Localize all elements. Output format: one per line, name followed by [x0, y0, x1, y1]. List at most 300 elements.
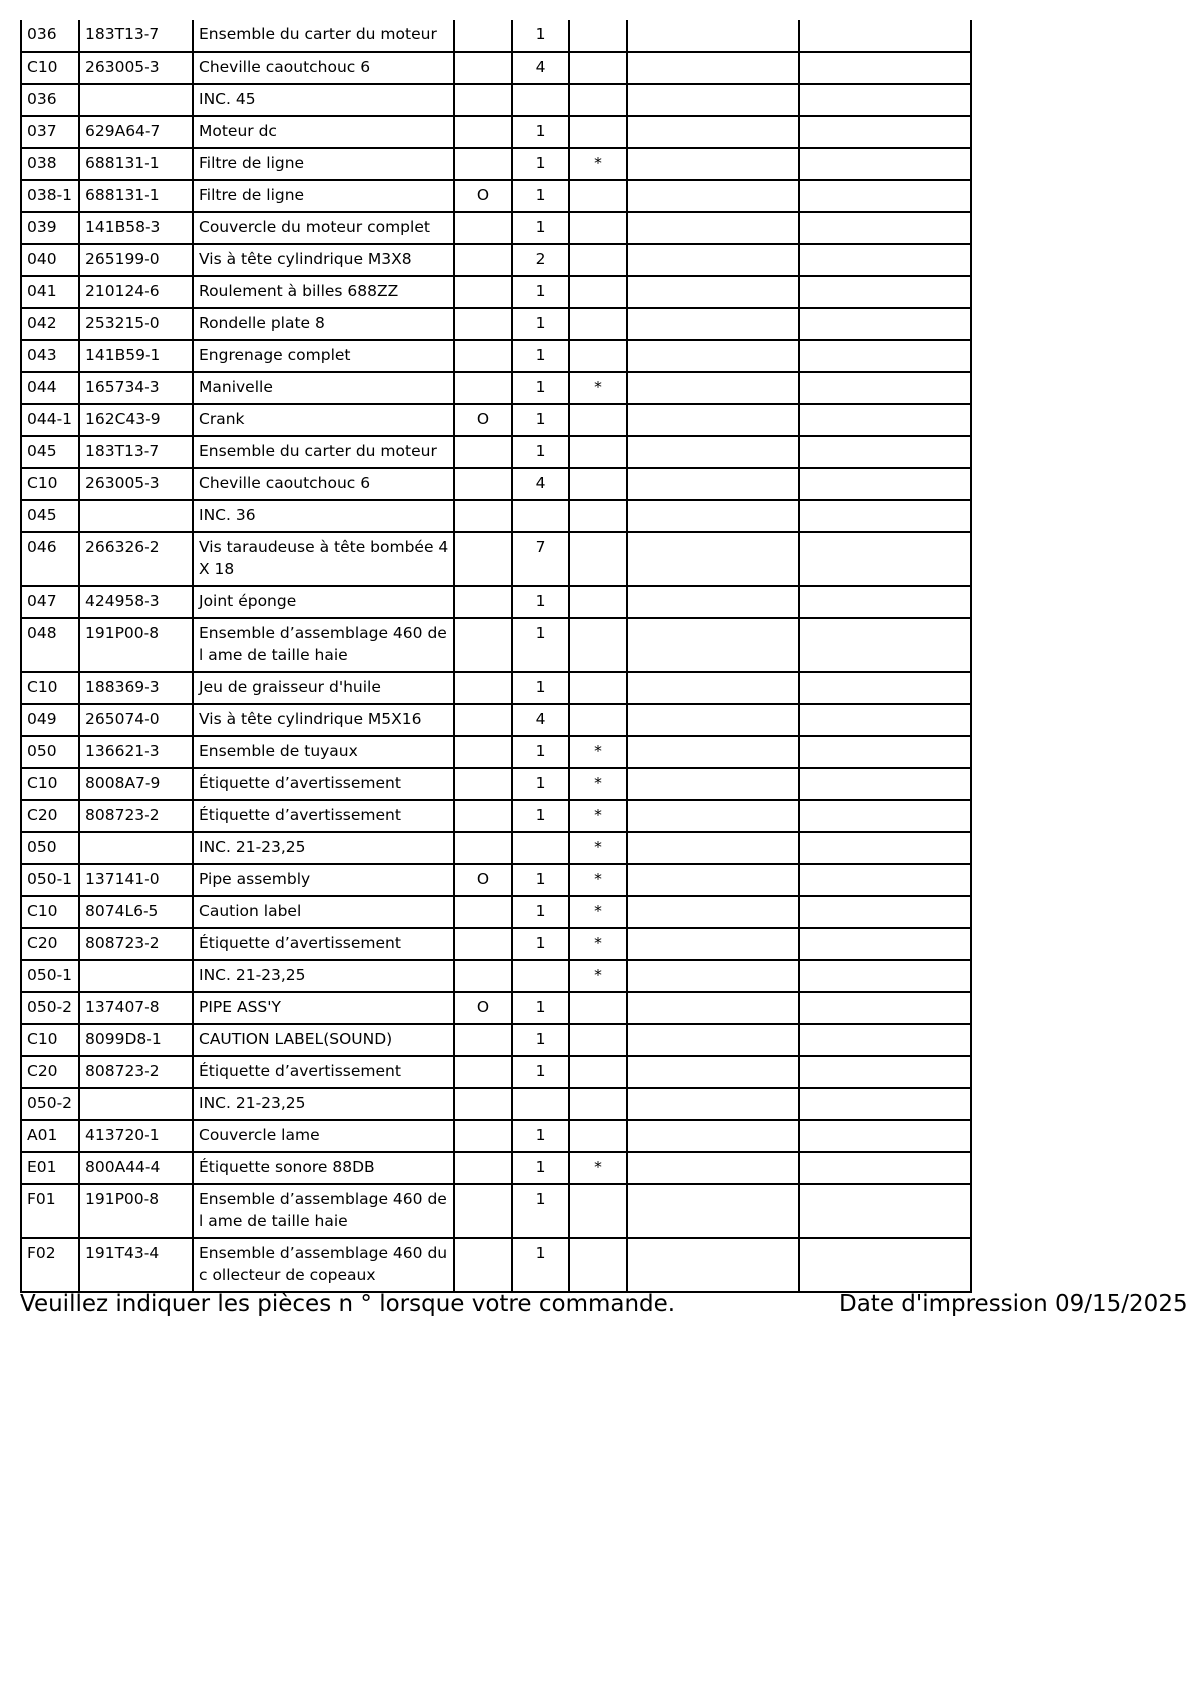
part-number-cell: 808723-2	[79, 800, 193, 832]
extra-cell	[799, 372, 971, 404]
extra-cell	[627, 340, 799, 372]
extra-cell	[627, 1152, 799, 1184]
item-number-cell: 038-1	[21, 180, 79, 212]
extra-cell	[799, 276, 971, 308]
quantity-cell: 1	[512, 340, 569, 372]
extra-cell	[799, 704, 971, 736]
item-number-cell: E01	[21, 1152, 79, 1184]
extra-cell	[799, 768, 971, 800]
extra-cell	[627, 1088, 799, 1120]
table-row	[21, 1184, 971, 1238]
item-number-cell: F02	[21, 1238, 79, 1292]
extra-cell	[799, 928, 971, 960]
option-cell	[454, 1088, 512, 1120]
quantity-cell: 1	[512, 372, 569, 404]
description-cell: Ensemble du carter du moteur	[193, 20, 454, 52]
part-number-cell: 8008A7-9	[79, 768, 193, 800]
option-cell	[454, 1184, 512, 1238]
option-cell: O	[454, 180, 512, 212]
note-cell	[569, 180, 627, 212]
part-number-cell: 424958-3	[79, 586, 193, 618]
extra-cell	[627, 618, 799, 672]
description-cell: INC. 21-23,25	[193, 960, 454, 992]
option-cell: O	[454, 992, 512, 1024]
item-number-cell: 049	[21, 704, 79, 736]
description-cell: Vis à tête cylindrique M3X8	[193, 244, 454, 276]
extra-cell	[627, 436, 799, 468]
table-row	[21, 308, 971, 340]
quantity-cell: 1	[512, 736, 569, 768]
order-note: Veuillez indiquer les pièces n ° lorsque votre commande.	[20, 1291, 676, 1317]
option-cell	[454, 244, 512, 276]
extra-cell	[627, 704, 799, 736]
quantity-cell: 1	[512, 1184, 569, 1238]
part-number-cell: 253215-0	[79, 308, 193, 340]
description-cell: Étiquette d’avertissement	[193, 800, 454, 832]
extra-cell	[627, 1024, 799, 1056]
extra-cell	[799, 1238, 971, 1292]
table-row	[21, 404, 971, 436]
note-cell	[569, 436, 627, 468]
part-number-cell: 137407-8	[79, 992, 193, 1024]
note-cell: *	[569, 896, 627, 928]
part-number-cell: 141B59-1	[79, 340, 193, 372]
part-number-cell	[79, 832, 193, 864]
description-cell: PIPE ASS'Y	[193, 992, 454, 1024]
extra-cell	[627, 586, 799, 618]
option-cell	[454, 736, 512, 768]
part-number-cell	[79, 960, 193, 992]
part-number-cell: 136621-3	[79, 736, 193, 768]
extra-cell	[627, 84, 799, 116]
item-number-cell: 047	[21, 586, 79, 618]
description-cell: Ensemble d’assemblage 460 du c ollecteur de copeaux	[193, 1238, 454, 1292]
extra-cell	[799, 1056, 971, 1088]
note-cell	[569, 404, 627, 436]
table-row	[21, 436, 971, 468]
extra-cell	[627, 768, 799, 800]
table-row	[21, 116, 971, 148]
item-number-cell: C10	[21, 52, 79, 84]
note-cell	[569, 672, 627, 704]
item-number-cell: 050	[21, 736, 79, 768]
extra-cell	[799, 896, 971, 928]
description-cell: Caution label	[193, 896, 454, 928]
quantity-cell: 1	[512, 586, 569, 618]
quantity-cell: 1	[512, 864, 569, 896]
table-row	[21, 1024, 971, 1056]
table-row	[21, 768, 971, 800]
quantity-cell: 1	[512, 992, 569, 1024]
note-cell: *	[569, 768, 627, 800]
quantity-cell: 4	[512, 704, 569, 736]
item-number-cell: 040	[21, 244, 79, 276]
note-cell: *	[569, 148, 627, 180]
description-cell: Moteur dc	[193, 116, 454, 148]
description-cell: INC. 45	[193, 84, 454, 116]
note-cell	[569, 586, 627, 618]
option-cell	[454, 832, 512, 864]
note-cell: *	[569, 800, 627, 832]
note-cell	[569, 704, 627, 736]
extra-cell	[627, 468, 799, 500]
option-cell	[454, 1152, 512, 1184]
quantity-cell: 1	[512, 896, 569, 928]
extra-cell	[627, 1120, 799, 1152]
extra-cell	[799, 1184, 971, 1238]
part-number-cell: 165734-3	[79, 372, 193, 404]
table-row	[21, 1120, 971, 1152]
extra-cell	[627, 832, 799, 864]
quantity-cell	[512, 500, 569, 532]
note-cell	[569, 1238, 627, 1292]
quantity-cell: 4	[512, 52, 569, 84]
option-cell	[454, 672, 512, 704]
extra-cell	[799, 404, 971, 436]
extra-cell	[627, 372, 799, 404]
item-number-cell: C10	[21, 768, 79, 800]
quantity-cell	[512, 960, 569, 992]
table-row	[21, 212, 971, 244]
part-number-cell: 8074L6-5	[79, 896, 193, 928]
extra-cell	[799, 992, 971, 1024]
part-number-cell	[79, 84, 193, 116]
item-number-cell: 048	[21, 618, 79, 672]
note-cell	[569, 276, 627, 308]
item-number-cell: F01	[21, 1184, 79, 1238]
extra-cell	[627, 276, 799, 308]
print-date: Date d'impression 09/15/2025	[839, 1291, 1188, 1317]
option-cell	[454, 704, 512, 736]
quantity-cell: 1	[512, 148, 569, 180]
note-cell	[569, 468, 627, 500]
note-cell	[569, 1120, 627, 1152]
extra-cell	[627, 864, 799, 896]
extra-cell	[799, 244, 971, 276]
description-cell: Ensemble du carter du moteur	[193, 436, 454, 468]
part-number-cell: 191P00-8	[79, 1184, 193, 1238]
option-cell	[454, 20, 512, 52]
table-row	[21, 1056, 971, 1088]
note-cell: *	[569, 928, 627, 960]
extra-cell	[627, 308, 799, 340]
description-cell: Pipe assembly	[193, 864, 454, 896]
extra-cell	[799, 960, 971, 992]
parts-table	[20, 20, 972, 1293]
part-number-cell	[79, 500, 193, 532]
option-cell	[454, 896, 512, 928]
quantity-cell: 1	[512, 1056, 569, 1088]
description-cell: Engrenage complet	[193, 340, 454, 372]
note-cell	[569, 1024, 627, 1056]
option-cell	[454, 308, 512, 340]
note-cell	[569, 244, 627, 276]
extra-cell	[799, 468, 971, 500]
option-cell	[454, 1056, 512, 1088]
table-row	[21, 928, 971, 960]
item-number-cell: 050-2	[21, 1088, 79, 1120]
option-cell	[454, 212, 512, 244]
description-cell: Rondelle plate 8	[193, 308, 454, 340]
extra-cell	[799, 148, 971, 180]
extra-cell	[799, 618, 971, 672]
description-cell: Filtre de ligne	[193, 148, 454, 180]
table-row	[21, 960, 971, 992]
part-number-cell: 8099D8-1	[79, 1024, 193, 1056]
description-cell: Vis taraudeuse à tête bombée 4X 18	[193, 532, 454, 586]
option-cell	[454, 800, 512, 832]
option-cell	[454, 468, 512, 500]
note-cell	[569, 500, 627, 532]
quantity-cell: 1	[512, 20, 569, 52]
table-row	[21, 704, 971, 736]
extra-cell	[627, 500, 799, 532]
extra-cell	[799, 672, 971, 704]
part-number-cell: 413720-1	[79, 1120, 193, 1152]
option-cell	[454, 532, 512, 586]
table-row	[21, 180, 971, 212]
part-number-cell: 265199-0	[79, 244, 193, 276]
item-number-cell: A01	[21, 1120, 79, 1152]
extra-cell	[627, 992, 799, 1024]
extra-cell	[799, 84, 971, 116]
extra-cell	[627, 180, 799, 212]
extra-cell	[627, 896, 799, 928]
part-number-cell: 183T13-7	[79, 20, 193, 52]
quantity-cell: 1	[512, 276, 569, 308]
extra-cell	[799, 52, 971, 84]
note-cell: *	[569, 832, 627, 864]
description-cell: Étiquette d’avertissement	[193, 1056, 454, 1088]
quantity-cell: 1	[512, 618, 569, 672]
quantity-cell: 1	[512, 1120, 569, 1152]
table-row	[21, 618, 971, 672]
table-row	[21, 896, 971, 928]
item-number-cell: 045	[21, 436, 79, 468]
table-row	[21, 1088, 971, 1120]
quantity-cell	[512, 1088, 569, 1120]
item-number-cell: C10	[21, 1024, 79, 1056]
part-number-cell: 210124-6	[79, 276, 193, 308]
extra-cell	[799, 340, 971, 372]
table-row	[21, 468, 971, 500]
part-number-cell	[79, 1088, 193, 1120]
quantity-cell	[512, 832, 569, 864]
extra-cell	[799, 500, 971, 532]
table-row	[21, 20, 971, 52]
quantity-cell: 2	[512, 244, 569, 276]
table-row	[21, 52, 971, 84]
part-number-cell: 688131-1	[79, 180, 193, 212]
table-row	[21, 672, 971, 704]
option-cell	[454, 276, 512, 308]
option-cell	[454, 500, 512, 532]
item-number-cell: 039	[21, 212, 79, 244]
part-number-cell: 191P00-8	[79, 618, 193, 672]
table-row	[21, 864, 971, 896]
option-cell	[454, 960, 512, 992]
quantity-cell	[512, 84, 569, 116]
description-cell: Couvercle du moteur complet	[193, 212, 454, 244]
description-cell: INC. 21-23,25	[193, 832, 454, 864]
extra-cell	[799, 736, 971, 768]
note-cell	[569, 84, 627, 116]
quantity-cell: 1	[512, 308, 569, 340]
quantity-cell: 1	[512, 928, 569, 960]
table-row	[21, 1238, 971, 1292]
item-number-cell: 036	[21, 20, 79, 52]
quantity-cell: 1	[512, 800, 569, 832]
extra-cell	[627, 116, 799, 148]
description-cell: Manivelle	[193, 372, 454, 404]
extra-cell	[627, 1056, 799, 1088]
extra-cell	[627, 1238, 799, 1292]
description-cell: Vis à tête cylindrique M5X16	[193, 704, 454, 736]
table-row	[21, 586, 971, 618]
option-cell	[454, 116, 512, 148]
option-cell	[454, 436, 512, 468]
extra-cell	[627, 20, 799, 52]
description-cell: CAUTION LABEL(SOUND)	[193, 1024, 454, 1056]
option-cell: O	[454, 864, 512, 896]
option-cell	[454, 372, 512, 404]
extra-cell	[627, 800, 799, 832]
part-number-cell: 629A64-7	[79, 116, 193, 148]
extra-cell	[799, 20, 971, 52]
table-row	[21, 1152, 971, 1184]
part-number-cell: 688131-1	[79, 148, 193, 180]
quantity-cell: 1	[512, 1238, 569, 1292]
item-number-cell: 036	[21, 84, 79, 116]
table-row	[21, 276, 971, 308]
item-number-cell: 037	[21, 116, 79, 148]
extra-cell	[627, 928, 799, 960]
item-number-cell: 044	[21, 372, 79, 404]
part-number-cell: 191T43-4	[79, 1238, 193, 1292]
note-cell: *	[569, 960, 627, 992]
parts-table-body	[21, 20, 971, 1292]
item-number-cell: 046	[21, 532, 79, 586]
quantity-cell: 1	[512, 180, 569, 212]
option-cell	[454, 52, 512, 84]
extra-cell	[627, 532, 799, 586]
quantity-cell: 4	[512, 468, 569, 500]
option-cell	[454, 340, 512, 372]
option-cell	[454, 1024, 512, 1056]
note-cell	[569, 20, 627, 52]
part-number-cell: 800A44-4	[79, 1152, 193, 1184]
item-number-cell: C20	[21, 800, 79, 832]
description-cell: INC. 21-23,25	[193, 1088, 454, 1120]
item-number-cell: 038	[21, 148, 79, 180]
table-row	[21, 532, 971, 586]
item-number-cell: 045	[21, 500, 79, 532]
item-number-cell: 050-1	[21, 960, 79, 992]
option-cell	[454, 1238, 512, 1292]
note-cell: *	[569, 864, 627, 896]
item-number-cell: 050-2	[21, 992, 79, 1024]
description-cell: Étiquette d’avertissement	[193, 928, 454, 960]
extra-cell	[799, 864, 971, 896]
note-cell: *	[569, 1152, 627, 1184]
description-cell: Roulement à billes 688ZZ	[193, 276, 454, 308]
part-number-cell: 162C43-9	[79, 404, 193, 436]
quantity-cell: 1	[512, 212, 569, 244]
extra-cell	[799, 116, 971, 148]
part-number-cell: 183T13-7	[79, 436, 193, 468]
table-row	[21, 992, 971, 1024]
quantity-cell: 1	[512, 672, 569, 704]
part-number-cell: 266326-2	[79, 532, 193, 586]
part-number-cell: 808723-2	[79, 928, 193, 960]
quantity-cell: 1	[512, 436, 569, 468]
note-cell: *	[569, 372, 627, 404]
note-cell	[569, 1056, 627, 1088]
table-row	[21, 84, 971, 116]
part-number-cell: 137141-0	[79, 864, 193, 896]
extra-cell	[799, 1024, 971, 1056]
note-cell	[569, 618, 627, 672]
extra-cell	[799, 180, 971, 212]
extra-cell	[627, 960, 799, 992]
note-cell	[569, 992, 627, 1024]
description-cell: Cheville caoutchouc 6	[193, 468, 454, 500]
extra-cell	[627, 52, 799, 84]
note-cell	[569, 340, 627, 372]
note-cell	[569, 532, 627, 586]
table-row	[21, 736, 971, 768]
description-cell: Ensemble de tuyaux	[193, 736, 454, 768]
extra-cell	[799, 1088, 971, 1120]
part-number-cell: 808723-2	[79, 1056, 193, 1088]
extra-cell	[799, 212, 971, 244]
quantity-cell: 1	[512, 768, 569, 800]
extra-cell	[627, 1184, 799, 1238]
extra-cell	[799, 436, 971, 468]
extra-cell	[627, 404, 799, 436]
table-row	[21, 148, 971, 180]
option-cell	[454, 586, 512, 618]
description-cell: Couvercle lame	[193, 1120, 454, 1152]
item-number-cell: C10	[21, 468, 79, 500]
item-number-cell: C20	[21, 928, 79, 960]
item-number-cell: 050-1	[21, 864, 79, 896]
part-number-cell: 263005-3	[79, 52, 193, 84]
extra-cell	[627, 672, 799, 704]
note-cell	[569, 1184, 627, 1238]
description-cell: Filtre de ligne	[193, 180, 454, 212]
note-cell	[569, 52, 627, 84]
table-row	[21, 800, 971, 832]
table-row	[21, 340, 971, 372]
description-cell: Jeu de graisseur d'huile	[193, 672, 454, 704]
extra-cell	[799, 1120, 971, 1152]
note-cell: *	[569, 736, 627, 768]
part-number-cell: 188369-3	[79, 672, 193, 704]
description-cell: Cheville caoutchouc 6	[193, 52, 454, 84]
part-number-cell: 263005-3	[79, 468, 193, 500]
item-number-cell: C10	[21, 896, 79, 928]
description-cell: Étiquette sonore 88DB	[193, 1152, 454, 1184]
extra-cell	[799, 1152, 971, 1184]
item-number-cell: 050	[21, 832, 79, 864]
quantity-cell: 1	[512, 1152, 569, 1184]
description-cell: Joint éponge	[193, 586, 454, 618]
option-cell	[454, 84, 512, 116]
extra-cell	[627, 212, 799, 244]
description-cell: Crank	[193, 404, 454, 436]
note-cell	[569, 308, 627, 340]
